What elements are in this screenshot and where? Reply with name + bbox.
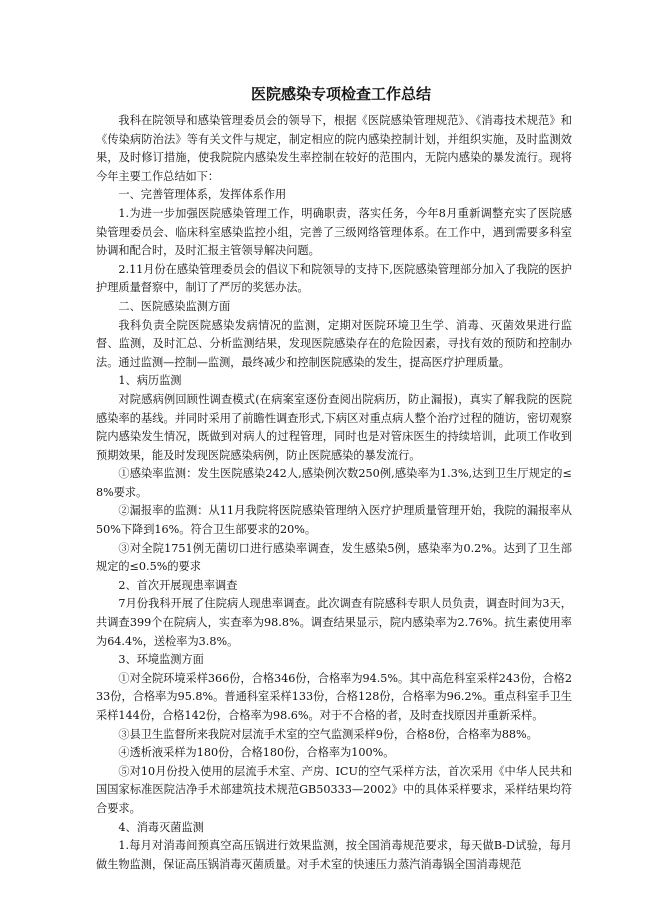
paragraph: 我科在院领导和感染管理委员会的领导下，根据《医院感染管理规范》、《消毒技术规范》和《传染病防治法》等有关文件与规定，制定相应的院内感染控制计划，并组织实施，及时监测效果，及时修订措施，使我院院内感染发生率控制在较好的范围内，无院内感染的暴发流行。现将今年主要工作总结如下： [96, 114, 572, 183]
paragraph: 1.为进一步加强医院感染管理工作，明确职责，落实任务，今年8月重新调整充实了医院感染管理委员会、临床科室感染监控小组，完善了三级网络管理体系。在工作中，遇到需要多科室协调和配合时，及时汇报主管领导解决问题。 [96, 206, 572, 258]
paragraph: ③县卫生监督所来我院对层流手术室的空气监测采样9份，合格8份，合格率为88%。 [118, 727, 538, 741]
section-heading: 3、环境监测方面 [118, 653, 204, 667]
section-heading: 一、完善管理体系，发挥体系作用 [118, 188, 287, 202]
paragraph: 2.11月份在感染管理委员会的倡议下和院领导的支持下,医院感染管理部分加入了我院的医护护理质量督察中，制订了严厉的奖惩办法。 [96, 262, 572, 295]
document-body [96, 112, 572, 874]
section-heading: 2、首次开展现患率调查 [118, 578, 238, 592]
paragraph: ①感染率监测：发生医院感染242人,感染例次数250例,感染率为1.3%,达到卫生厅规定的≤8%要求。 [96, 467, 572, 499]
paragraph: 1.每月对消毒间预真空高压锅进行效果监测，按全国消毒规范要求，每天做B-D试验，每月做生物监测，保证高压锅消毒灭菌质量。对手术室的快速压力蒸汽消毒锅全国消毒规范 [96, 839, 572, 871]
paragraph: ④透析液采样为180份，合格180份，合格率为100%。 [118, 746, 395, 760]
paragraph: ③对全院1751例无菌切口进行感染率调查，发生感染5例，感染率为0.2%。达到了卫生部规定的≤0.5%的要求 [96, 541, 572, 574]
document-title: 医院感染专项检查工作总结 [250, 85, 431, 103]
paragraph: ⑤对10月份投入使用的层流手术室、产房、ICU的空气采样方法，首次采用《中华人民共和国国家标准医院洁净手术部建筑技术规范GB50333—2002》中的具体采样要求，采样结果均符合要求。 [96, 764, 572, 815]
section-heading: 1、病历监测 [118, 374, 182, 388]
section-heading: 4、消毒灭菌监测 [118, 820, 204, 834]
paragraph: 7月份我科开展了住院病人现患率调查。此次调查有院感科专职人员负责，调查时间为3天，共调查399个在院病人，实查率为98.8%。调查结果显示，院内感染率为2.76%。抗生素使用率为64.4%，送检率为3.8%。 [96, 597, 572, 648]
paragraph: 我科负责全院医院感染发病情况的监测，定期对医院环境卫生学、消毒、灭菌效果进行监督、监测，及时汇总、分析监测结果，发现医院感染存在的危险因素，寻找有效的预防和控制办法。通过监测—控制—监测，最终减少和控制医院感染的发生，提高医疗护理质量。 [96, 318, 572, 369]
paragraph: ①对全院环境采样366份，合格346份，合格率为94.5%。其中高危科室采样243份，合格233份，合格率为95.8%。普通科室采样133份，合格128份，合格率为96.2%。重点科室手卫生采样144份，合格142份，合格率为98.6%。对于不合格的者，及时查找原因并重新采样。 [96, 671, 572, 722]
section-heading: 二、医院感染监测方面 [118, 299, 231, 313]
paragraph: ②漏报率的监测：从11月我院将医院感染管理纳入医疗护理质量管理开始，我院的漏报率从50%下降到16%。符合卫生部要求的20%。 [96, 504, 572, 537]
paragraph: 对院感病例回顾性调查模式(在病案室逐份查阅出院病历，防止漏报)，真实了解我院的医院感染率的基线。并同时采用了前瞻性调查形式,下病区对重点病人整个治疗过程的随访，密切观察院内感染发生情况，既做到对病人的过程管理，同时也是对管床医生的持续培训，此项工作收到预期效果，能及时发现医院感染病例，防止医院感染的暴发流行。 [96, 392, 572, 462]
